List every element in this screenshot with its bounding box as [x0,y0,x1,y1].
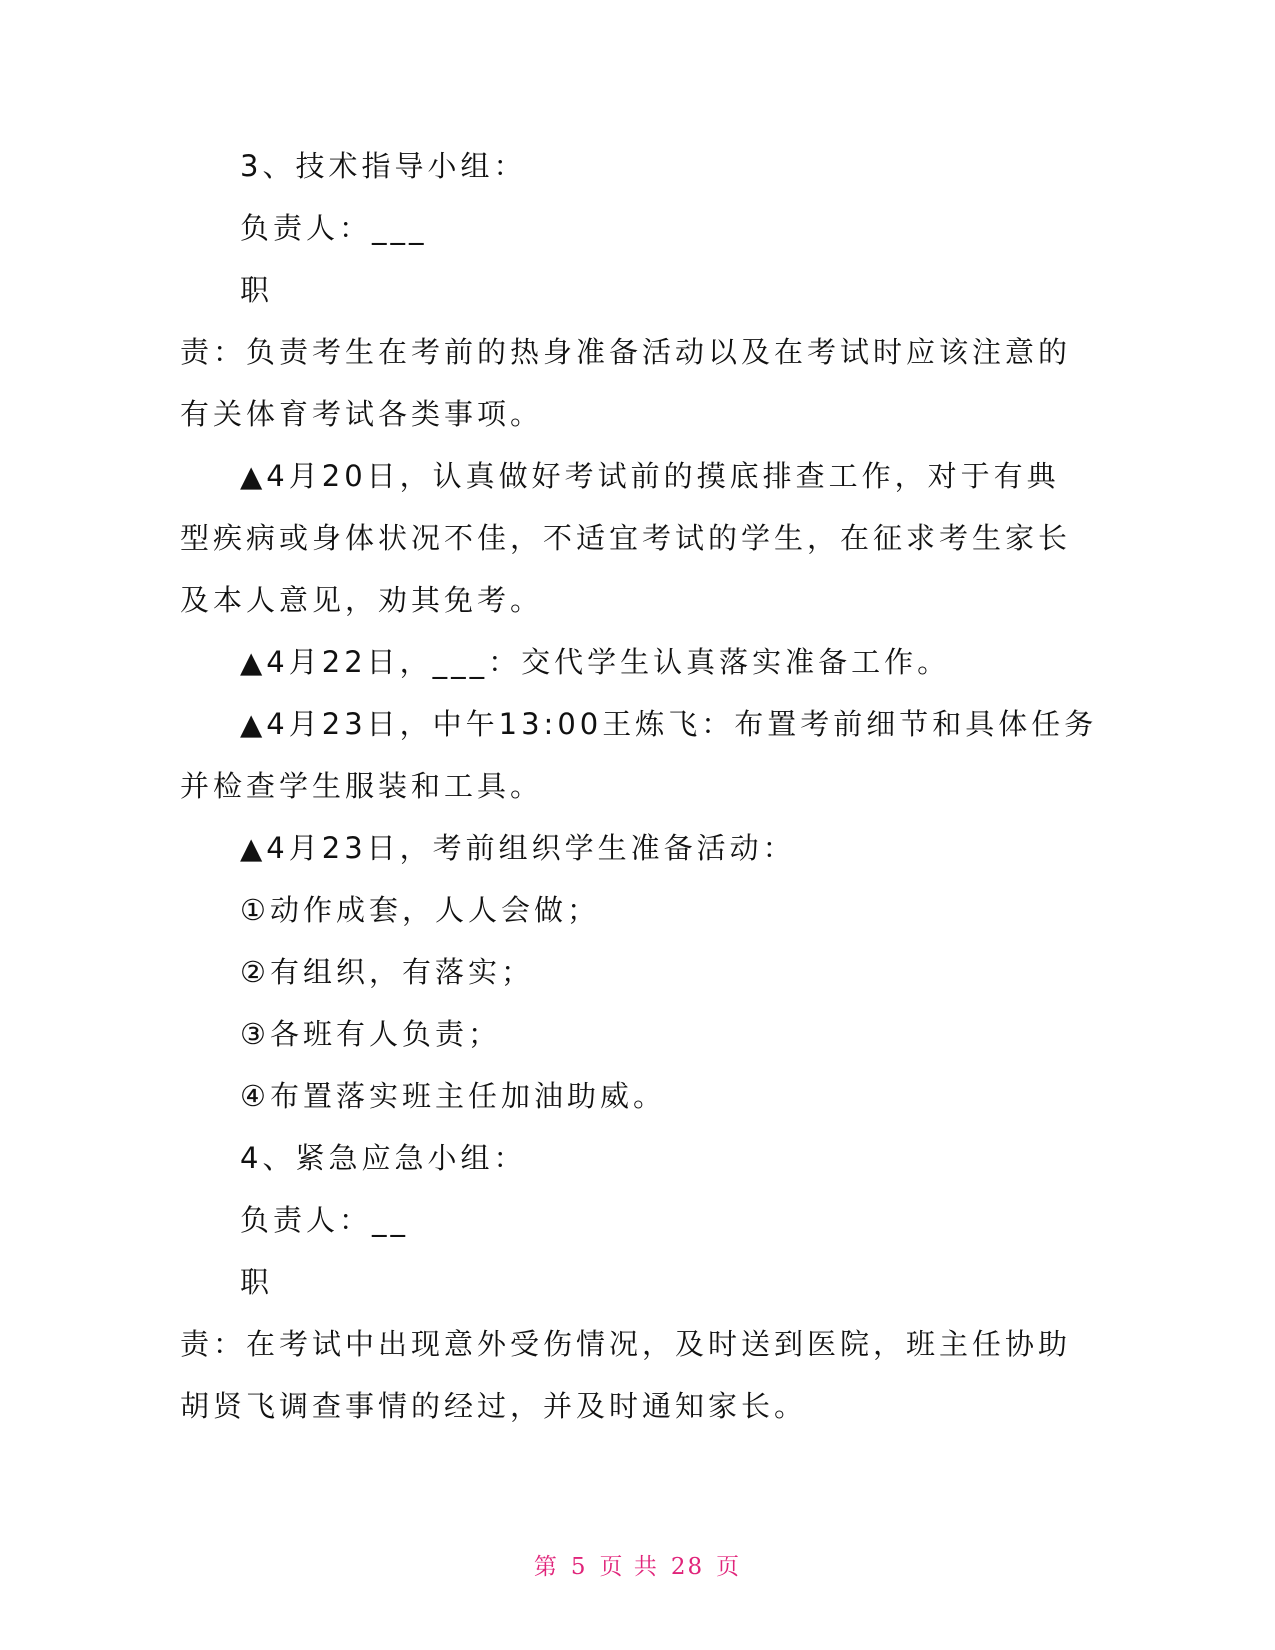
list-item: ①动作成套，人人会做； [240,893,600,927]
list-item: ②有组织，有落实； [240,955,534,989]
list-item: ④布置落实班主任加油助威。 [240,1079,666,1113]
schedule-item-line: 型疾病或身体状况不佳，不适宜考试的学生，在征求考生家长 [180,521,1072,555]
footer-current-page: 5 [570,1554,588,1580]
section-heading-tech-guidance: 3、技术指导小组： [240,149,527,183]
footer-middle: 页 共 [599,1554,659,1580]
schedule-item-line: ▲4月23日，中午13:00王炼飞：布置考前细节和具体任务 [240,707,1098,741]
responsible-person-line: 负责人：___ [240,211,428,245]
footer-suffix: 页 [716,1554,742,1580]
footer-prefix: 第 [533,1554,559,1580]
duty-text-line: 责：负责考生在考前的热身准备活动以及在考试时应该注意的 [180,335,1072,369]
duty-label-line: 职 [240,273,274,307]
page-number-footer [0,1548,1275,1581]
schedule-item-line: ▲4月23日，考前组织学生准备活动： [240,831,796,865]
footer-total-pages: 28 [670,1554,705,1580]
responsible-person-line: 负责人：__ [240,1203,410,1237]
duty-text-line: 胡贤飞调查事情的经过，并及时通知家长。 [180,1389,808,1423]
document-body [180,135,1098,1437]
list-item: ③各班有人负责； [240,1017,501,1051]
duty-text-line: 有关体育考试各类事项。 [180,397,544,431]
duty-text-line: 责：在考试中出现意外受伤情况，及时送到医院，班主任协助 [180,1327,1072,1361]
schedule-item-line: ▲4月20日，认真做好考试前的摸底排查工作，对于有典 [240,459,1060,493]
schedule-item-line: 及本人意见，劝其免考。 [180,583,544,617]
schedule-item-line: ▲4月22日，___：交代学生认真落实准备工作。 [240,645,951,679]
schedule-item-line: 并检查学生服装和工具。 [180,769,544,803]
duty-label-line: 职 [240,1265,274,1299]
section-heading-emergency: 4、紧急应急小组： [240,1141,527,1175]
